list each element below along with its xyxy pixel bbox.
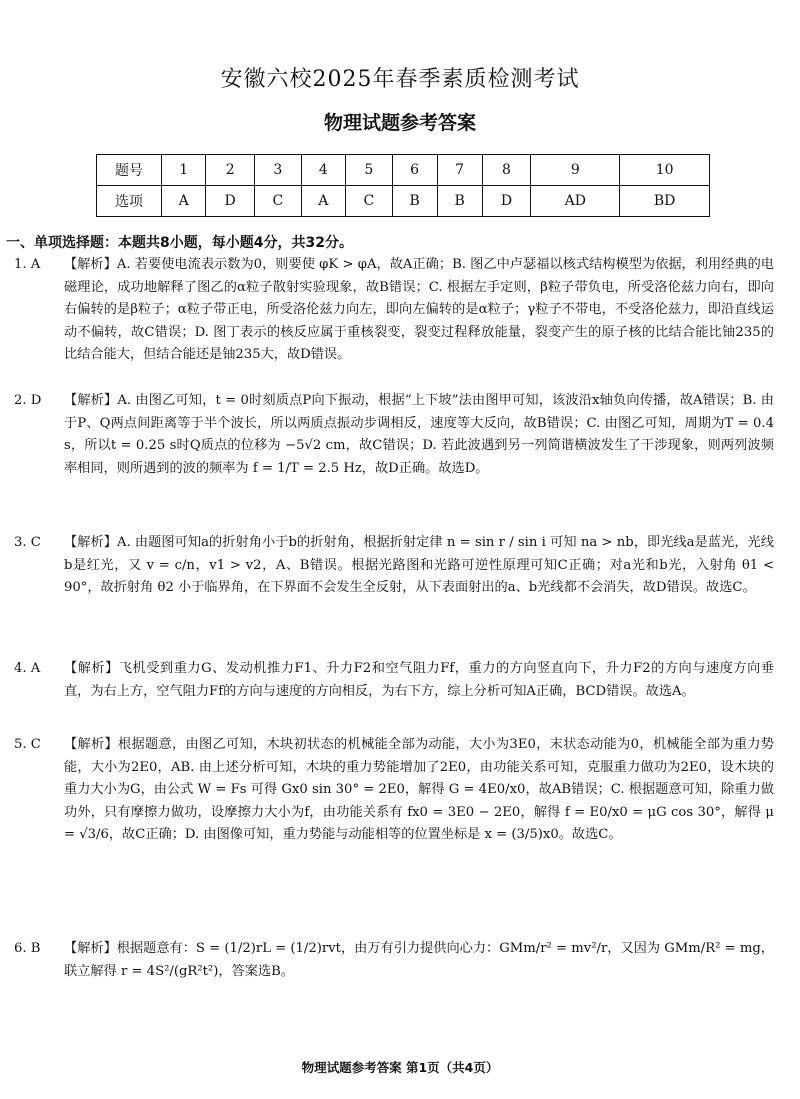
question-explanation: 【解析】飞机受到重力G、发动机推力F1、升力F2和空气阻力Ff，重力的方向竖直向下，升力F2的方向与速度方向垂直，为右上方，空气阻力Ff的方向与速度的方向相反，为右下方，综上分析可知A正确，BCD错误。故选A。 xyxy=(64,661,774,699)
section-heading: 一、单项选择题：本题共8小题，每小题4分，共32分。 xyxy=(6,235,353,251)
question-item xyxy=(14,254,774,367)
answer-table-row-label: 选项 xyxy=(97,186,162,217)
answer-table-answer: C xyxy=(345,186,392,217)
answer-table-answer: B xyxy=(437,186,482,217)
answer-table-answer: A xyxy=(301,186,345,217)
answer-table-answer: BD xyxy=(620,186,710,217)
question-number: 1. A xyxy=(14,257,41,272)
question-item xyxy=(14,658,774,703)
question-explanation: 【解析】根据题意，由图乙可知，木块初状态的机械能全部为动能，大小为3E0，末状态动能为0，机械能全部为重力势能，大小为2E0，AB. 由上述分析可知，木块的重力势能增加了2E0，由功能关系可知，克服重力做功为2E0，设木块的重力大小为G，由公式 W = Fs 可得 Gx0 sin 30° = 2E0，解得 G = 4E0/x0，故AB错误；C. 根据题意可知，除重力做功外，只有摩擦力做功，设摩擦力大小为f，由功能关系有 fx0 = 3E0 − 2E0，解得 f = E0/x0 = μG cos 30°，解得 μ = √3/6，故C正确；D. 由图像可知，重力势能与动能相等的位置坐标是 x = (3/5)x0。故选C。 xyxy=(64,737,774,842)
answer-table-number: 10 xyxy=(620,155,710,186)
answer-table-answer: D xyxy=(482,186,531,217)
answer-table-row-label: 题号 xyxy=(97,155,162,186)
question-number: 2. D xyxy=(14,393,42,408)
question-explanation: 【解析】根据题意有：S = (1/2)rL = (1/2)rvt，由万有引力提供向心力：GMm/r² = mv²/r，又因为 GMm/R² = mg，联立解得 r = 4S²/(gR²t²)，答案选B。 xyxy=(64,941,774,979)
answer-table-number: 9 xyxy=(531,155,620,186)
answer-table xyxy=(96,154,710,217)
answer-table-answer: D xyxy=(206,186,255,217)
answer-table-answer: C xyxy=(255,186,302,217)
question-explanation: 【解析】A. 由图乙可知，t = 0时刻质点P向下振动，根据“上下坡”法由图甲可知，该波沿x轴负向传播，故A错误；B. 由于P、Q两点间距离等于半个波长，所以两质点振动步调相反，速度等大反向，故B错误；C. 由图乙可知，周期为T = 0.4 s，所以t = 0.25 s时Q质点的位移为 −5√2 cm，故C错误；D. 若此波遇到另一列简谐横波发生了干涉现象，则两列波频率相同，则所遇到的波的频率为 f = 1/T = 2.5 Hz，故D正确。故选D。 xyxy=(64,393,774,476)
question-item xyxy=(14,734,774,847)
answer-table-answer: B xyxy=(392,186,437,217)
question-explanation: 【解析】A. 由题图可知a的折射角小于b的折射角，根据折射定律 n = sin r / sin i 可知 na > nb，即光线a是蓝光，光线b是红光，又 v = c/n，v1 > v2，A、B错误。根据光路图和光路可逆性原理可知C正确；对a光和b光，入射角 θ1 < 90°，故折射角 θ2 小于临界角，在下界面不会发生全反射，从下表面射出的a、b光线都不会消失，故D错误。故选C。 xyxy=(64,535,774,595)
answer-table-number: 6 xyxy=(392,155,437,186)
answer-table-number: 8 xyxy=(482,155,531,186)
question-number: 5. C xyxy=(14,737,41,752)
document-subtitle: 物理试题参考答案 xyxy=(323,112,476,134)
answer-table-answer: AD xyxy=(531,186,620,217)
question-item xyxy=(14,532,774,600)
answer-table-number: 4 xyxy=(301,155,345,186)
question-item xyxy=(14,390,774,480)
answer-table-number: 5 xyxy=(345,155,392,186)
answer-table-number-row xyxy=(97,155,710,186)
question-number: 3. C xyxy=(14,535,41,550)
question-explanation: 【解析】A. 若要使电流表示数为0，则要使 φK > φA，故A正确；B. 图乙中卢瑟福以核式结构模型为依据，利用经典的电磁理论，成功地解释了图乙的α粒子散射实验现象，故B错误；C. 根据左手定则，β粒子带负电，所受洛伦兹力向右，即向右偏转的是β粒子；α粒子带正电，所受洛伦兹力向左，即向左偏转的是α粒子；γ粒子不带电，不受洛伦兹力，即沿直线运动不偏转，故C错误；D. 图丁表示的核反应属于重核裂变，裂变过程释放能量，裂变产生的原子核的比结合能比铀235的比结合能大，但结合能还是铀235大，故D错误。 xyxy=(64,257,774,362)
answer-table-number: 7 xyxy=(437,155,482,186)
question-item xyxy=(14,938,774,983)
document-title: 安徽六校2025年春季素质检测考试 xyxy=(220,67,580,92)
answer-table-number: 1 xyxy=(162,155,206,186)
answer-table-number: 3 xyxy=(255,155,302,186)
answer-table-number: 2 xyxy=(206,155,255,186)
answer-table-answer: A xyxy=(162,186,206,217)
question-number: 4. A xyxy=(14,661,41,676)
question-number: 6. B xyxy=(14,941,41,956)
answer-table-answer-row xyxy=(97,186,710,217)
page-footer: 物理试题参考答案 第1页（共4页） xyxy=(301,1060,499,1075)
